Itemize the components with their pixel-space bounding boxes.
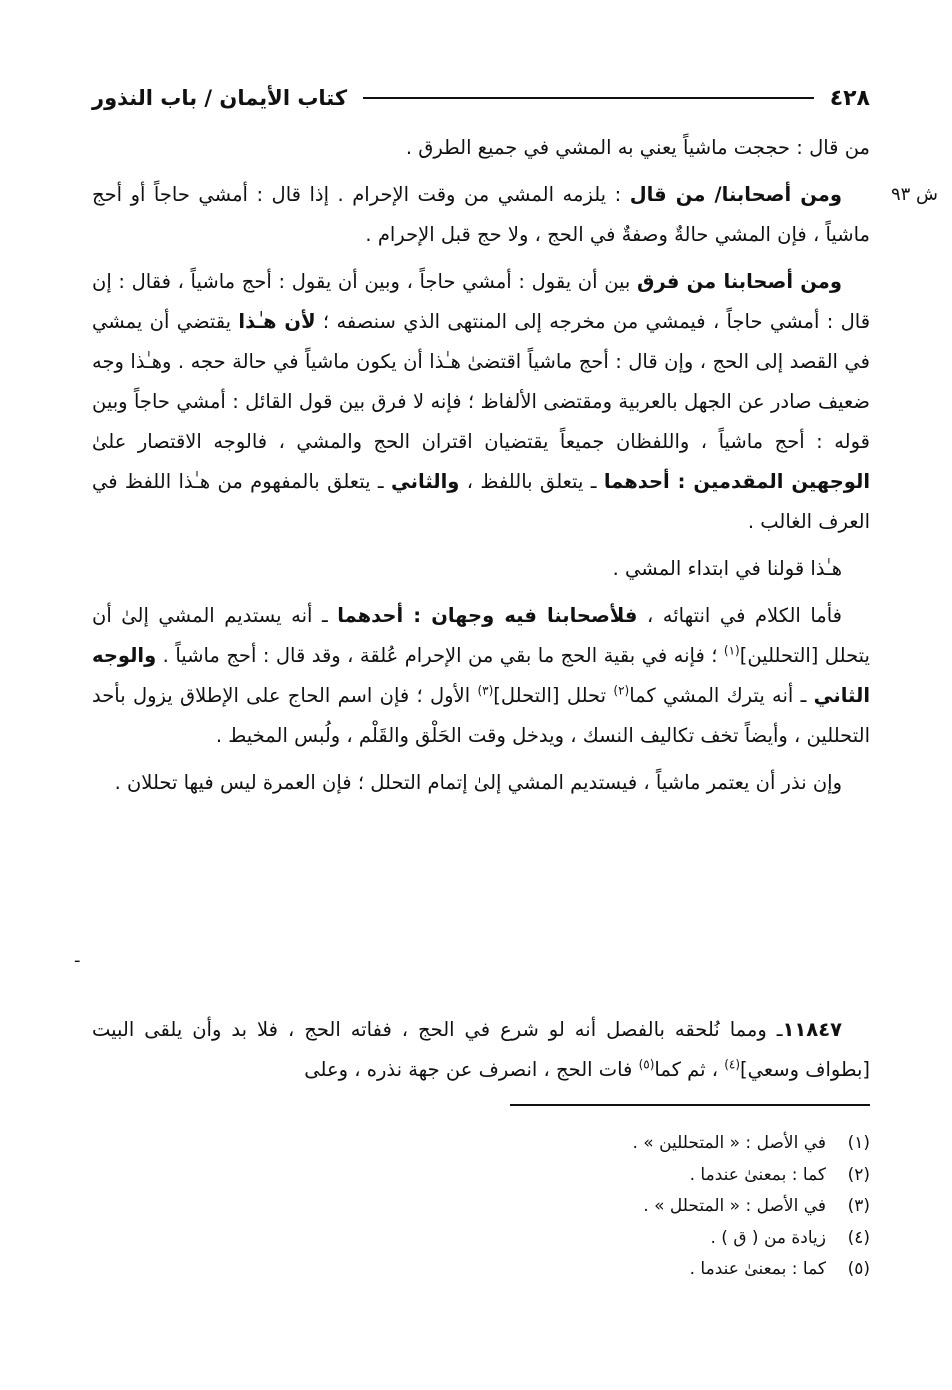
paragraph-6: وإن نذر أن يعتمر ماشياً ، فيستديم المشي إلىٰ إتمام التحلل ؛ فإن العمرة ليس فيها تحللان . (114, 771, 842, 794)
section-number: ١١٨٤٧ (782, 1018, 842, 1041)
paragraph-4: هـٰذا قولنا في ابتداء المشي . (612, 557, 842, 580)
footnote-item (92, 1160, 870, 1192)
footnote-number: (٥) (847, 1259, 870, 1279)
footnotes (92, 1128, 870, 1286)
footnote-text: كما : بمعنىٰ عندما . (689, 1164, 826, 1185)
paragraph-7: ١١٨٤٧ـ ومما نُلحقه بالفصل أنه لو شرع في الحج ، ففاته الحج ، فلا بد وأن يلقى البيت [بطواف وسعي]$^{(٤)}$ ، ثم كما$^{(٥)}$ فات الحج ، انصرف عن جهة نذره ، وعلى (92, 1018, 870, 1081)
footnote-number: (٣) (847, 1196, 870, 1216)
paragraph-2: ومن أصحابنا/ من قال : يلزمه المشي من وقت الإحرام . إذا قال : أمشي حاجاً أو أحج ماشياً ، فإن المشي حالةٌ وصفةٌ في الحج ، ولا حج قبل الإحرام . (92, 183, 870, 246)
paragraph-3: ومن أصحابنا من فرق بين أن يقول : أمشي حاجاً ، وبين أن يقول : أحج ماشياً ، فقال : إن قال : أمشي حاجاً ، فيمشي من مخرجه إلى المنتهى الذي سنصفه ؛ لأن هـٰذا يقتضي أن يمشي في القصد إلى الحج ، وإن قال : أحج ماشياً اقتضىٰ هـٰذا أن يكون ماشياً في حالة حجه . وهـٰذا وجه ضعيف صادر عن الجهل بالعربية ومقتضى الألفاظ ؛ فإنه لا فرق بين قول القائل : أمشي حاجاً وبين قوله : أحج ماشياً ، واللفظان جميعاً يقتضيان اقتران الحج والمشي ، فالوجه الاقتصار علىٰ الوجهين المقدمين : أحدهما ـ يتعلق باللفظ ، والثاني ـ يتعلق بالمفهوم من هـٰذا اللفظ في العرف الغالب . (92, 270, 871, 533)
margin-dash: - (74, 950, 81, 971)
footnote-item (92, 1191, 870, 1223)
footnote-ref-5[interactable]: (٥) (638, 1057, 655, 1072)
footnote-number: (١) (847, 1133, 870, 1153)
footnote-number: (٤) (847, 1227, 870, 1248)
paragraph-5: فأما الكلام في انتهائه ، فلأصحابنا فيه وجهان : أحدهما ـ أنه يستديم المشي إلىٰ أن يتحلل [التحللين]$^{(١)}$ ؛ فإنه في بقية الحج ما بقي من الإحرام عُلقة ، وقد قال : أحج ماشياً . والوجه الثاني ـ أنه يترك المشي كما$^{(٢)}$ تحلل [التحلل]$^{(٣)}$ الأول ؛ فإن اسم الحاج على الإطلاق يزول بأحد التحللين ، وأيضاً تخف تكاليف النسك ، ويدخل وقت الحَلْق والقَلْم ، ولُبس المخيط . (92, 604, 871, 747)
header-rule (363, 97, 814, 99)
footnote-item (92, 1254, 870, 1286)
footnote-ref-1[interactable]: (١) (723, 643, 740, 658)
footnote-ref-4[interactable]: (٤) (724, 1057, 741, 1072)
running-header (92, 78, 870, 118)
margin-note: ش ٩٣ (890, 184, 938, 205)
page-number: ٤٢٨ (829, 85, 870, 111)
footnote-text: زيادة من ( ق ) . (710, 1227, 826, 1248)
footnote-text: كما : بمعنىٰ عندما . (689, 1259, 826, 1279)
footnote-text: في الأصل : « المتحلل » . (643, 1196, 826, 1216)
chapter-title: كتاب الأيمان / باب النذور (92, 86, 348, 110)
paragraph-1: من قال : حججت ماشياً يعني به المشي في جميع الطرق . (405, 136, 870, 159)
footnote-separator (510, 1104, 870, 1106)
main-text-continued (92, 1010, 870, 1090)
footnote-item (92, 1223, 870, 1255)
footnote-item (92, 1128, 870, 1160)
footnote-ref-3[interactable]: (٣) (477, 683, 494, 698)
footnote-ref-2[interactable]: (٢) (613, 683, 630, 698)
footnote-number: (٢) (847, 1164, 870, 1185)
footnote-text: في الأصل : « المتحللين » . (632, 1133, 826, 1153)
main-text (92, 128, 870, 810)
